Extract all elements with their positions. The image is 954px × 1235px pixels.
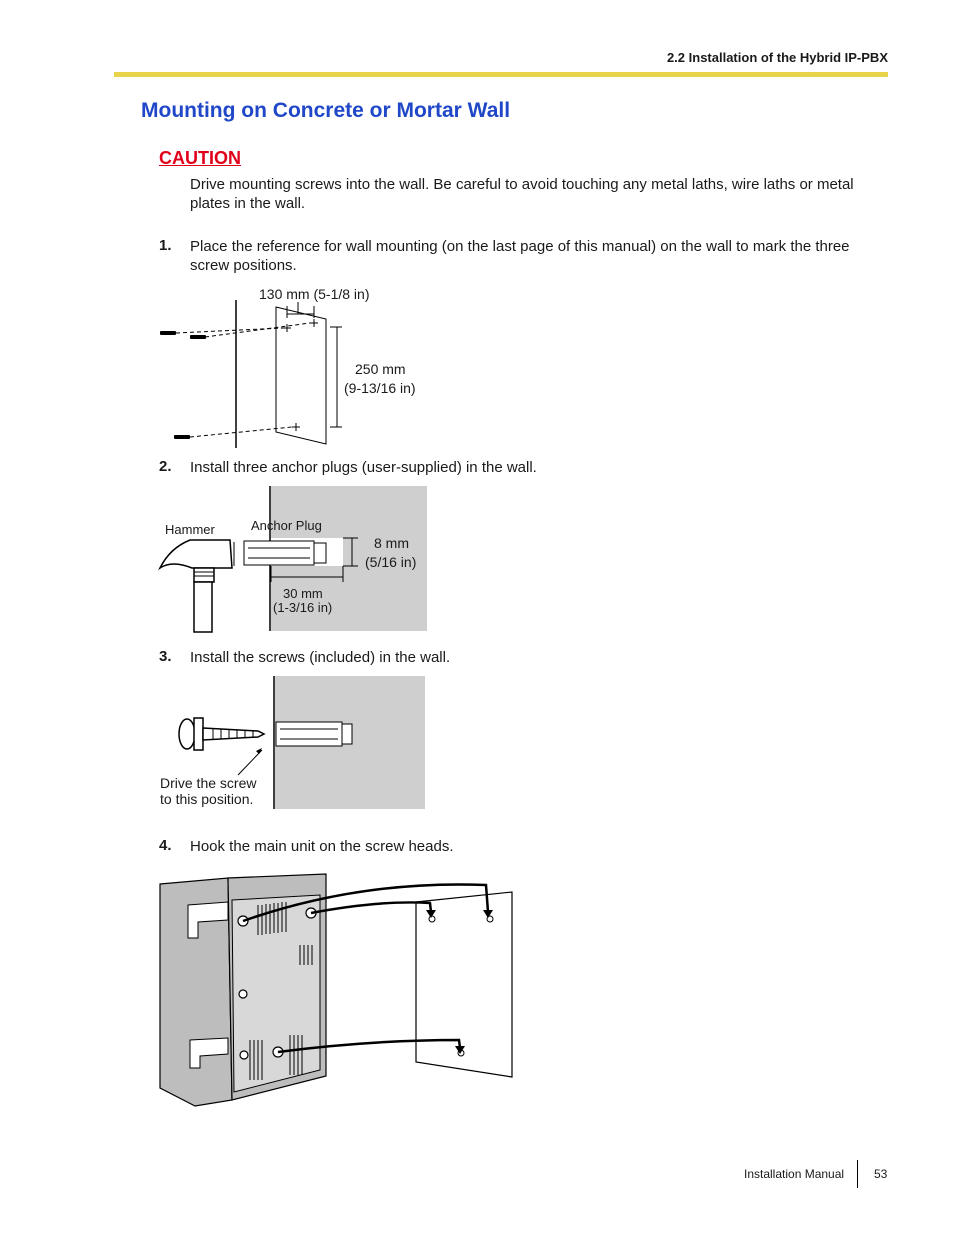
anchor-plug-label: Anchor Plug (251, 518, 322, 533)
step-3-text: Install the screws (included) in the wall. (190, 649, 451, 666)
dimension-width-label: 130 mm (5-1/8 in) (259, 286, 370, 302)
footer-manual-name: Installation Manual (744, 1167, 845, 1181)
diameter-label-inches: (5/16 in) (365, 554, 417, 570)
section-header: 2.2 Installation of the Hybrid IP-PBX (666, 50, 888, 65)
dimension-height-label-inches: (9-13/16 in) (344, 380, 416, 396)
hammer-label: Hammer (165, 522, 215, 537)
footer-page-number: 53 (874, 1167, 888, 1181)
screw-note-line-2: to this position. (160, 791, 254, 807)
caution-label: CAUTION (159, 148, 241, 168)
screw-note-line-1: Drive the screw (160, 775, 257, 791)
length-label-inches: (1-3/16 in) (273, 600, 333, 615)
step-4-text: Hook the main unit on the screw heads. (190, 838, 454, 855)
length-label: 30 mm (283, 586, 323, 601)
step-4-number: 4. (159, 837, 172, 854)
step-2-text: Install three anchor plugs (user-supplied) in the wall. (190, 459, 537, 476)
step-2-number: 2. (159, 458, 172, 475)
dimension-height-label: 250 mm (355, 361, 406, 377)
caution-text: Drive mounting screws into the wall. Be careful to avoid touching any metal laths, wire laths or metal plates in the wall. (190, 176, 854, 212)
footer-separator (857, 1160, 858, 1188)
diameter-label: 8 mm (374, 535, 409, 551)
step-1-text: Place the reference for wall mounting (on the last page of this manual) on the wall to mark the three screw positions. (190, 238, 850, 274)
page-title: Mounting on Concrete or Mortar Wall (141, 99, 511, 122)
step-1-number: 1. (159, 237, 172, 254)
step-3-number: 3. (159, 648, 172, 665)
